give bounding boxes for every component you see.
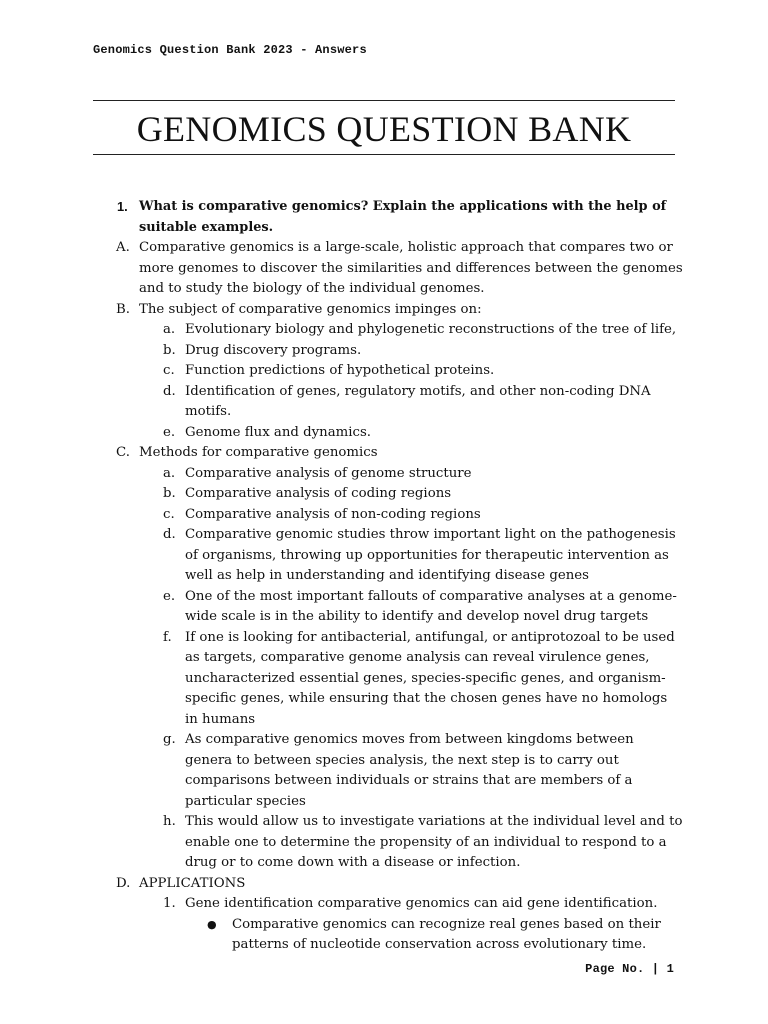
list-marker: b. (163, 486, 176, 501)
bullet-icon: ● (207, 917, 217, 931)
list-item (93, 341, 683, 362)
list-text: Comparative analysis of non-coding regions (185, 506, 481, 522)
list-text: If one is looking for antibacterial, antifungal, or antiprotozoal to be used as targets, comparative genome analysis can reveal virulence genes, uncharacterized essential genes, species-specific genes, and organism-specific genes, while ensuring that the chosen genes have no homologs in humans (185, 629, 675, 727)
list-marker: e. (163, 424, 176, 440)
list-text: Comparative analysis of coding regions (185, 486, 452, 501)
section-text: Methods for comparative genomics (139, 445, 378, 460)
list-marker: g. (163, 732, 176, 747)
list-marker: d. (163, 527, 176, 542)
list-item (93, 812, 683, 874)
list-text: Comparative genomic studies throw important light on the pathogenesis of organisms, throwing up opportunities for therapeutic intervention as well as help in understanding and identifying disease genes (185, 527, 676, 583)
section-marker: C. (116, 445, 130, 460)
page-header: Genomics Question Bank 2023 - Answers (93, 43, 367, 57)
list-marker: f. (163, 629, 172, 645)
list-item (93, 464, 683, 485)
list-text: Evolutionary biology and phylogenetic reconstructions of the tree of life, (185, 322, 677, 337)
section-text: The subject of comparative genomics impinges on: (139, 301, 482, 317)
list-item (93, 587, 683, 628)
list-marker: a. (163, 322, 176, 337)
list-item (93, 320, 683, 341)
list-marker: c. (163, 506, 175, 522)
list-marker: e. (163, 588, 176, 604)
section-b (93, 300, 683, 321)
list-marker: a. (163, 465, 176, 481)
question-number: 1. (117, 199, 128, 214)
list-item (93, 382, 683, 423)
list-marker: h. (163, 814, 176, 829)
list-item (93, 505, 683, 526)
section-c (93, 443, 683, 464)
list-text: Genome flux and dynamics. (185, 424, 372, 440)
list-text: Identification of genes, regulatory motifs, and other non-coding DNA motifs. (185, 383, 651, 419)
list-item (93, 628, 683, 731)
document-title: GENOMICS QUESTION BANK (136, 109, 632, 149)
list-item (93, 730, 683, 812)
question-1 (93, 197, 683, 238)
question-text: What is comparative genomics? Explain the applications with the help of suitable examples. (139, 199, 667, 235)
list-text: Function predictions of hypothetical proteins. (185, 363, 495, 378)
bullet-text: Comparative genomics can recognize real genes based on their patterns of nucleotide conservation across evolutionary time. (232, 916, 661, 952)
section-marker: D. (116, 875, 131, 891)
section-d (93, 874, 683, 895)
document-body (93, 197, 683, 956)
section-text: Comparative genomics is a large-scale, holistic approach that compares two or more genomes to discover the similarities and differences between the genomes and to study the biology of the individual genomes. (139, 240, 683, 296)
list-item (93, 423, 683, 444)
section-a (93, 238, 683, 300)
section-text: APPLICATIONS (139, 875, 246, 891)
list-text: As comparative genomics moves from between kingdoms between genera to between species analysis, the next step is to carry out comparisons between individuals or strains that are members of a particular species (185, 732, 634, 809)
list-text: This would allow us to investigate variations at the individual level and to enable one to determine the propensity of an individual to respond to a drug or to come down with a disease or infection. (185, 814, 683, 870)
list-text: Drug discovery programs. (185, 342, 362, 358)
list-marker: c. (163, 363, 175, 378)
list-item (93, 894, 683, 915)
list-text: Comparative analysis of genome structure (185, 465, 472, 481)
list-marker: b. (163, 342, 176, 358)
bullet-item (93, 915, 683, 956)
list-text: Gene identification comparative genomics can aid gene identification. (185, 896, 658, 911)
section-marker: B. (116, 301, 130, 317)
section-marker: A. (116, 240, 130, 255)
list-text: One of the most important fallouts of comparative analyses at a genome-wide scale is in the ability to identify and develop novel drug targets (185, 588, 677, 624)
title-bottom-rule (93, 154, 675, 155)
list-marker: d. (163, 383, 176, 399)
page-number: Page No. | 1 (585, 962, 674, 976)
title-top-rule (93, 100, 675, 101)
list-marker: 1. (163, 896, 176, 911)
list-item (93, 484, 683, 505)
list-item (93, 525, 683, 587)
list-item (93, 361, 683, 382)
